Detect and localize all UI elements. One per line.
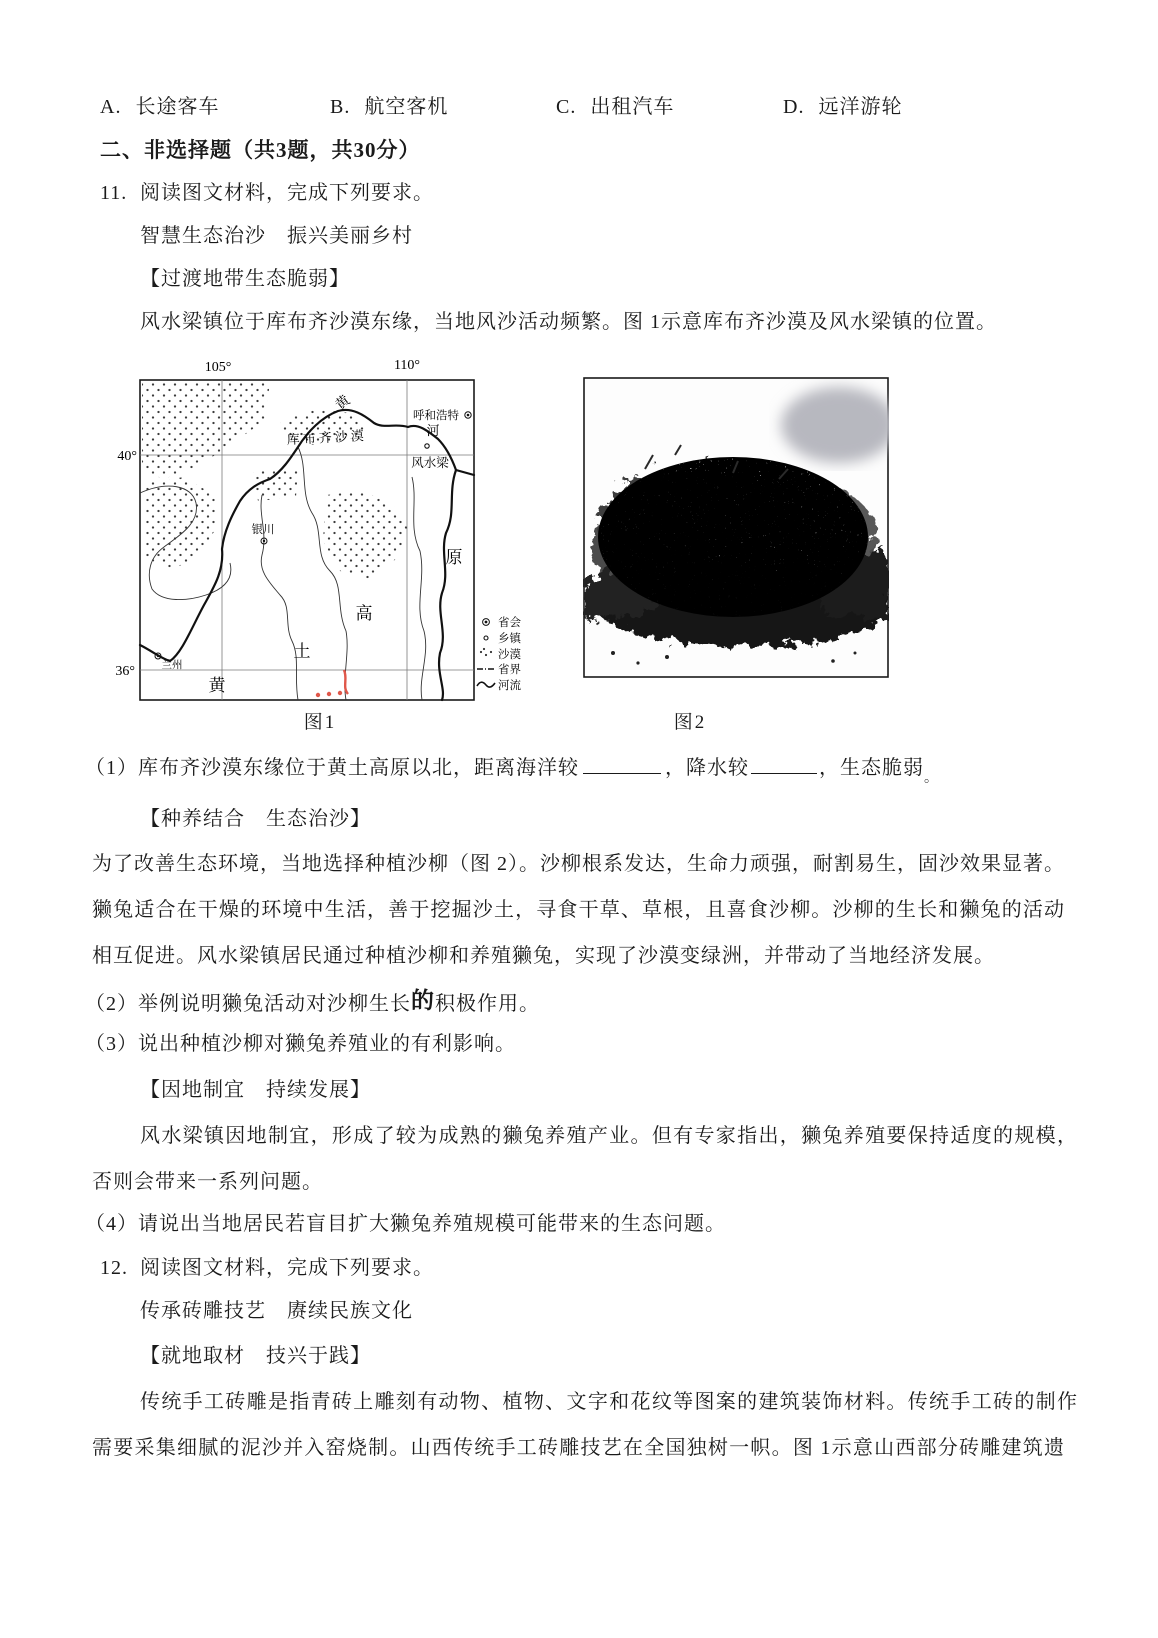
map-lat-40-label: 40° xyxy=(117,449,137,464)
option-c-label: C. xyxy=(556,96,577,118)
q1-blank-2 xyxy=(751,755,817,774)
figure-1-caption: 图1 xyxy=(303,712,337,733)
q2-text-c: 积极作用。 xyxy=(435,993,540,1015)
town-fengshuiliang xyxy=(411,444,449,470)
legend-river-label: 河流 xyxy=(498,680,521,692)
legend-desert-label: 沙漠 xyxy=(498,649,521,661)
city-yinchuan xyxy=(252,522,275,544)
q2-text-a: （2）举例说明獭兔活动对沙柳生长 xyxy=(85,993,411,1015)
question-11-stem: 阅读图文材料，完成下列要求。 xyxy=(140,182,434,204)
figure-1-map xyxy=(112,343,574,708)
question-11-paragraph-1: 风水梁镇位于库布齐沙漠东缘，当地风沙活动频繁。图 1示意库布齐沙漠及风水梁镇的位置。 xyxy=(140,311,997,333)
q1-text-c: ，生态脆弱 xyxy=(819,757,924,779)
q2-bold-de: 的 xyxy=(411,987,435,1013)
yinchuan-label: 银川 xyxy=(251,524,275,536)
q1-blank-1 xyxy=(583,755,661,774)
figure-2-photo xyxy=(583,377,889,678)
red-mark xyxy=(316,670,348,697)
capital-icon-dot xyxy=(467,414,470,417)
question-11-bracket-2: 【种养结合 生态治沙】 xyxy=(140,808,371,830)
city-lanzhou xyxy=(155,653,183,671)
option-b xyxy=(330,94,448,120)
legend-town-icon xyxy=(484,636,488,640)
option-a xyxy=(100,94,219,120)
question-11-paragraph-3-line-1: 风水梁镇因地制宜，形成了较为成熟的獭兔养殖产业。但有专家指出，獭兔养殖要保持适度的规模， xyxy=(140,1125,1078,1147)
question-12-number: 12. xyxy=(100,1257,128,1279)
section-heading: 二、非选择题（共3题，共30分） xyxy=(100,138,421,162)
option-a-label: A. xyxy=(100,96,122,118)
capital-icon-dot xyxy=(157,655,159,657)
plateau-char-yuan: 原 xyxy=(445,548,463,567)
question-11-3: （3）说出种植沙柳对獭兔养殖业的有利影响。 xyxy=(85,1033,516,1055)
map-lon-110-label: 110° xyxy=(393,358,421,373)
question-11-number: 11. xyxy=(100,182,128,204)
option-c xyxy=(556,94,674,120)
river-char-he: 河 xyxy=(426,423,440,438)
legend-river-icon xyxy=(477,682,495,687)
desert-dotted-areas xyxy=(142,383,408,579)
option-d-text: 远洋游轮 xyxy=(818,96,903,118)
option-d xyxy=(783,94,902,120)
capital-icon-dot xyxy=(263,540,265,542)
option-b-text: 航空客机 xyxy=(364,96,449,118)
lanzhou-label: 兰州 xyxy=(161,660,183,671)
question-11-1 xyxy=(85,755,939,792)
legend-town-label: 乡镇 xyxy=(498,633,521,645)
figure-2-caption: 图2 xyxy=(673,712,707,733)
photo-svg xyxy=(583,377,889,678)
city-hohhot xyxy=(413,408,471,422)
option-d-label: D. xyxy=(783,96,805,118)
question-12-paragraph-1-line-1: 传统手工砖雕是指青砖上雕刻有动物、植物、文字和花纹等图案的建筑装饰材料。传统手工砖的制作 xyxy=(140,1391,1078,1413)
legend-capital-label: 省会 xyxy=(498,617,521,629)
plateau-char-gao: 高 xyxy=(355,604,373,623)
option-b-label: B. xyxy=(330,96,351,118)
legend-boundary-label: 省界 xyxy=(498,664,521,676)
river-char-huang: 黄 xyxy=(333,393,354,414)
question-11-paragraph-2-line-2: 獭兔适合在干燥的环境中生活，善于挖掘沙土，寻食干草、草根，且喜食沙柳。沙柳的生长和獭兔的活动 xyxy=(92,899,1065,921)
question-12-bracket-1: 【就地取材 技兴于践】 xyxy=(140,1345,371,1367)
legend-desert-icon xyxy=(480,648,492,656)
town-icon xyxy=(425,444,429,448)
question-11-paragraph-3-line-2: 否则会带来一系列问题。 xyxy=(92,1171,323,1193)
map-lon-105-label: 105° xyxy=(204,360,232,375)
q1-text-b: ，降水较 xyxy=(665,757,749,779)
question-12-stem: 阅读图文材料，完成下列要求。 xyxy=(140,1257,434,1279)
question-11-2 xyxy=(85,989,540,1017)
question-12-paragraph-1-line-2: 需要采集细腻的泥沙并入窑烧制。山西传统手工砖雕技艺在全国独树一帜。图 1示意山西部分砖雕建筑遗 xyxy=(92,1437,1065,1459)
kubuqi-desert-label: 库布齐沙漠 xyxy=(286,427,368,448)
q1-text-a: （1）库布齐沙漠东缘位于黄土高原以北，距离海洋较 xyxy=(85,757,579,779)
plateau-char-huang: 黄 xyxy=(208,676,226,695)
question-11-subtitle: 智慧生态治沙 振兴美丽乡村 xyxy=(140,225,413,247)
map-lat-36-label: 36° xyxy=(115,664,135,679)
question-12-subtitle: 传承砖雕技艺 赓续民族文化 xyxy=(140,1300,413,1322)
legend-capital-icon-dot xyxy=(485,621,488,624)
question-11-bracket-1: 【过渡地带生态脆弱】 xyxy=(140,268,350,290)
question-11-4: （4）请说出当地居民若盲目扩大獭兔养殖规模可能带来的生态问题。 xyxy=(85,1213,726,1235)
plateau-char-tu: 土 xyxy=(293,642,311,661)
photo-texture xyxy=(598,457,868,617)
fengshuiliang-label: 风水梁 xyxy=(411,456,449,470)
q1-period: 。 xyxy=(924,771,939,786)
question-11-paragraph-2-line-1: 为了改善生态环境，当地选择种植沙柳（图 2）。沙柳根系发达，生命力顽强，耐割易生，固沙效果显著。 xyxy=(92,853,1065,875)
option-a-text: 长途客车 xyxy=(135,96,220,118)
question-11-paragraph-2-line-3: 相互促进。风水梁镇居民通过种植沙柳和养殖獭兔，实现了沙漠变绿洲，并带动了当地经济发展。 xyxy=(92,945,995,967)
option-c-text: 出租汽车 xyxy=(590,96,675,118)
hohhot-label: 呼和浩特 xyxy=(413,410,459,422)
map-svg xyxy=(112,343,574,708)
question-11-bracket-3: 【因地制宜 持续发展】 xyxy=(140,1079,371,1101)
map-legend xyxy=(477,615,522,692)
